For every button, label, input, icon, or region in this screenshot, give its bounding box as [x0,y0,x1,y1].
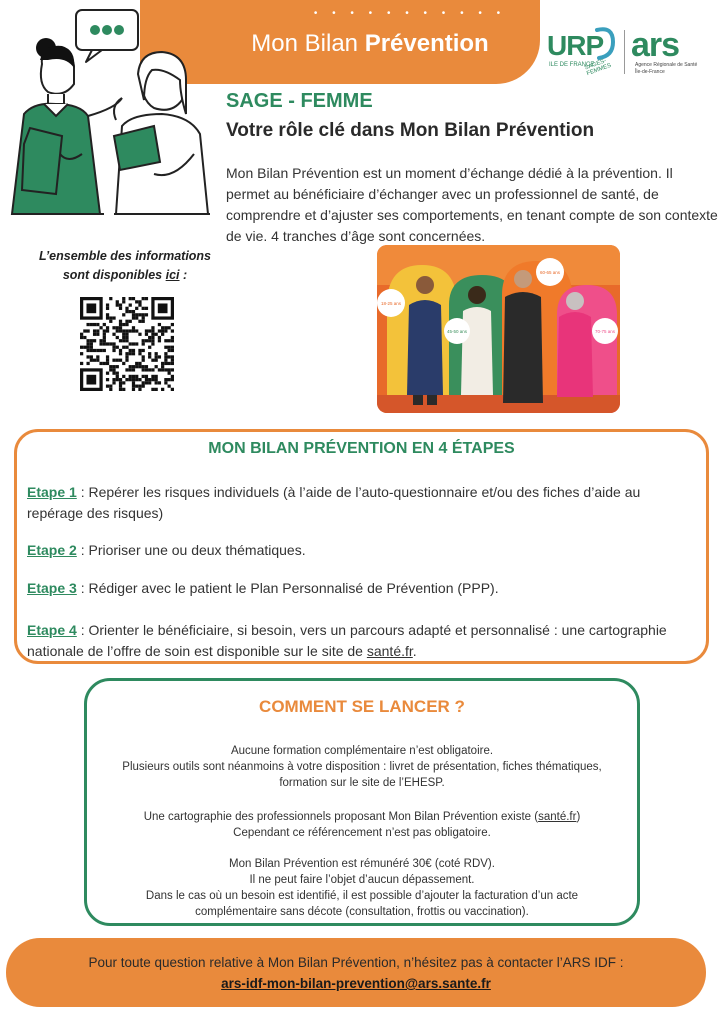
ars-logo [631,24,721,80]
start-title: COMMENT SE LANCER ? [259,697,465,716]
urps-logo [545,22,617,80]
ars-logo-region: Île-de-France [635,69,665,75]
start-box [84,678,640,926]
age-badge-4: 70-75 ans [594,329,616,334]
women-illustration [4,4,214,229]
start-sante-fr-link[interactable]: santé.fr [538,811,577,823]
ars-logo-caption: Agence Régionale de Santé [635,62,698,68]
footer-banner [6,938,706,1007]
start-paragraph-3: Mon Bilan Prévention est rémunéré 30€ (coté RDV). Il ne peut faire l’objet d’aucun dépassement. Dans le cas où un besoin est identifié, il est possible d’ajouter la facturation d’un acte complémentaire sans décote (consultation, frottis ou vaccination). [145,858,579,918]
step-4: Etape 4 : Orienter le bénéficiaire, si besoin, vers un parcours adapté et personnalisé : une cartographie nationale de l’offre de soin est disponible sur le site de santé.fr. [27,622,667,659]
speech-bubble-icon [76,10,138,62]
role-title: SAGE - FEMME [226,90,373,112]
age-badge-2: 45-50 ans [446,329,468,334]
partner-logos [545,22,720,82]
step-2: Etape 2 : Prioriser une ou deux thématiques. [27,542,306,558]
qr-code-icon[interactable] [80,297,174,391]
start-paragraph-1: Aucune formation complémentaire n’est obligatoire. Plusieurs outils sont néanmoins à votre disposition : livret de présentation, fiches thématiques, formation sur le site de l’EHESP. [122,745,602,789]
step-4-label[interactable]: Etape 4 [27,622,77,638]
ars-logo-text: ars [631,26,680,64]
urps-logo-region: ILE DE FRANCE [549,62,595,68]
logo-divider [624,30,625,74]
step-1: Etape 1 : Repérer les risques individuels (à l’aide de l’auto-questionnaire et/ou des fiches d’aide au repérage des risques) [27,484,641,521]
step-2-label[interactable]: Etape 2 [27,542,77,558]
footer-text: Pour toute question relative à Mon Bilan Prévention, n’hésitez pas à contacter l’ARS IDF : [88,955,624,970]
urps-logo-tagline: SAGES-FEMMES [583,58,613,78]
info-text: L’ensemble des informations sont disponibles ici : [38,249,212,282]
step-3: Etape 3 : Rédiger avec le patient le Plan Personnalisé de Prévention (PPP). [27,580,499,596]
steps-box [14,429,709,664]
header-title: Mon Bilan Prévention [251,30,489,57]
woman-right-icon [114,52,210,214]
people-photo [377,245,620,413]
age-badge-3: 60-65 ans [539,270,561,275]
step-3-label[interactable]: Etape 3 [27,580,77,596]
urps-logo-text: URP [547,30,604,61]
info-link[interactable]: ici [165,268,180,282]
intro-paragraph: Mon Bilan Prévention est un moment d’échange dédié à la prévention. Il permet au bénéficiaire d’échanger avec un professionnel de santé, de comprendre et d’ajuster ses comportements, en tenant compte de son contexte de vie. 4 tranches d’âge sont concernées. [226,165,718,244]
step-1-label[interactable]: Etape 1 [27,484,77,500]
start-paragraph-2: Une cartographie des professionnels proposant Mon Bilan Prévention existe (santé.fr) Cependant ce référencement n’est pas obligatoire. [143,811,581,839]
age-badge-1: 18-25 ans [380,301,402,306]
contact-email-link[interactable]: ars-idf-mon-bilan-prevention@ars.sante.fr [221,976,491,991]
sante-fr-link[interactable]: santé.fr [366,643,413,659]
role-subtitle: Votre rôle clé dans Mon Bilan Prévention [226,120,595,141]
header-dots: • • • • • • • • • • • [313,8,507,19]
woman-left-icon [12,38,122,214]
steps-title: MON BILAN PRÉVENTION EN 4 ÉTAPES [208,440,515,457]
